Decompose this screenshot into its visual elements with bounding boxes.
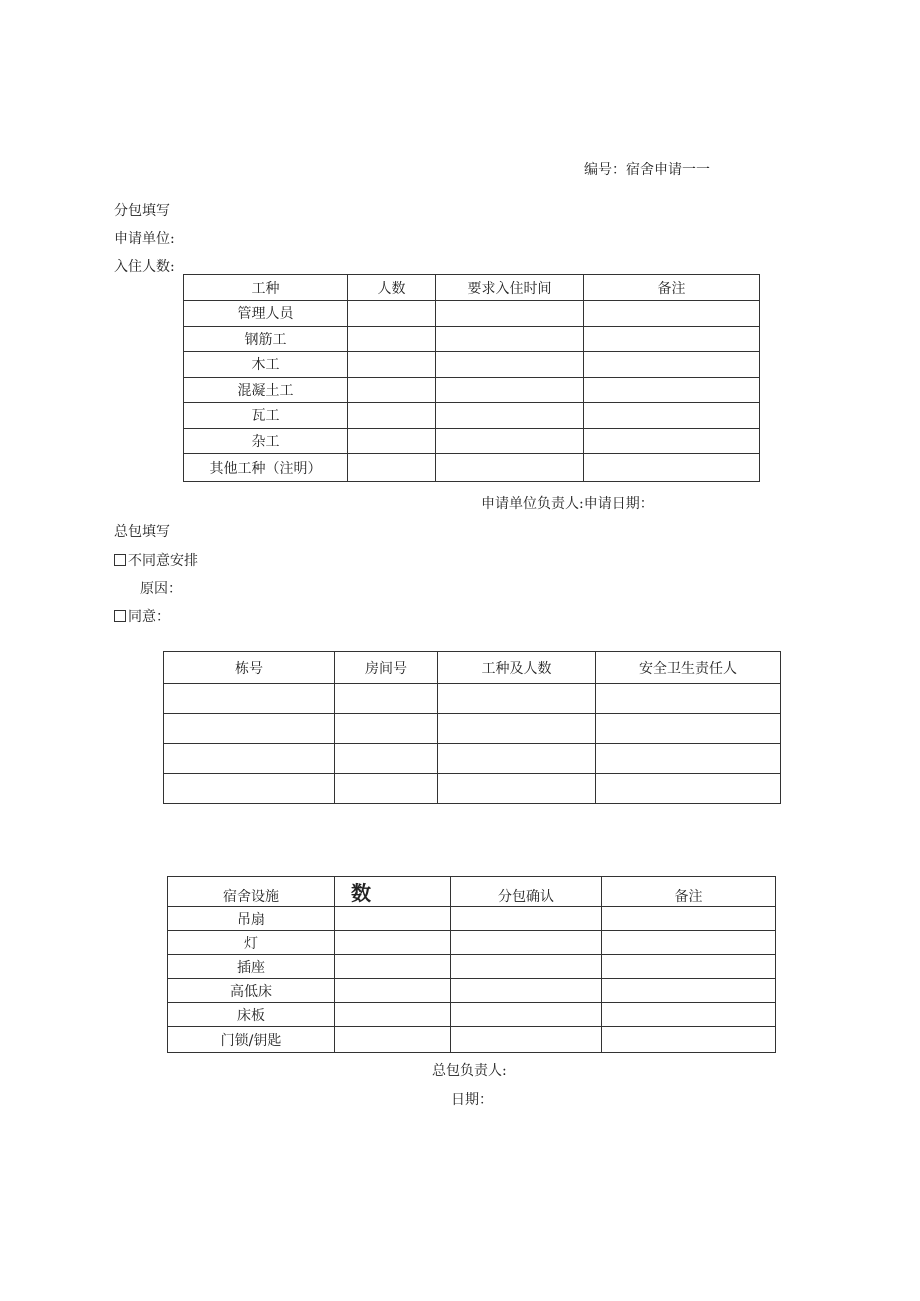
room-cell[interactable] xyxy=(335,774,438,804)
col-room-no: 房间号 xyxy=(335,652,438,684)
agree-checkbox[interactable] xyxy=(114,610,126,622)
col-move-in-time: 要求入住时间 xyxy=(436,275,584,301)
table-row xyxy=(168,1027,776,1053)
officer-cell[interactable] xyxy=(596,684,781,714)
quantity-cell[interactable] xyxy=(335,931,451,955)
officer-cell[interactable] xyxy=(596,714,781,744)
facility-cell: 门锁/钥匙 xyxy=(168,1027,335,1053)
quantity-cell[interactable] xyxy=(335,907,451,931)
trade-cell: 钢筋工 xyxy=(184,326,348,352)
quantity-cell[interactable] xyxy=(335,1003,451,1027)
disagree-option xyxy=(114,550,198,570)
remarks-cell[interactable] xyxy=(602,1003,776,1027)
trade-cell: 木工 xyxy=(184,352,348,378)
col-sub-confirm: 分包确认 xyxy=(451,877,602,907)
col-remarks: 备注 xyxy=(584,275,760,301)
disagree-checkbox[interactable] xyxy=(114,554,126,566)
applicant-unit-label: 申请单位: xyxy=(114,231,175,247)
table-header-row xyxy=(168,877,776,907)
confirm-cell[interactable] xyxy=(451,955,602,979)
confirm-cell[interactable] xyxy=(451,979,602,1003)
quantity-cell[interactable] xyxy=(335,1027,451,1053)
move-in-cell[interactable] xyxy=(436,352,584,378)
remarks-cell[interactable] xyxy=(602,907,776,931)
move-in-cell[interactable] xyxy=(436,403,584,429)
col-facility: 宿舍设施 xyxy=(168,877,335,907)
confirm-cell[interactable] xyxy=(451,1003,602,1027)
remarks-cell[interactable] xyxy=(602,955,776,979)
building-cell[interactable] xyxy=(164,774,335,804)
headcount-cell[interactable] xyxy=(348,301,436,327)
room-cell[interactable] xyxy=(335,714,438,744)
remarks-cell[interactable] xyxy=(602,931,776,955)
move-in-cell[interactable] xyxy=(436,377,584,403)
subcontractor-section-title: 分包填写 xyxy=(114,203,170,219)
applicant-signature-line: 申请单位负责人:申请日期： xyxy=(481,496,654,512)
table-row xyxy=(184,403,760,429)
trade-cell: 杂工 xyxy=(184,428,348,454)
general-date-label: 日期： xyxy=(451,1092,493,1108)
table-row xyxy=(164,684,781,714)
confirm-cell[interactable] xyxy=(451,907,602,931)
facility-cell: 高低床 xyxy=(168,979,335,1003)
trade-count-cell[interactable] xyxy=(438,774,596,804)
table-row xyxy=(184,301,760,327)
col-headcount: 人数 xyxy=(348,275,436,301)
table-header-row xyxy=(184,275,760,301)
reason-label: 原因： xyxy=(140,581,182,597)
table-row xyxy=(184,454,760,482)
trade-count-cell[interactable] xyxy=(438,684,596,714)
table-row xyxy=(164,714,781,744)
remarks-cell[interactable] xyxy=(584,301,760,327)
officer-cell[interactable] xyxy=(596,744,781,774)
agree-option xyxy=(114,606,170,626)
occupancy-table xyxy=(183,274,760,482)
remarks-cell[interactable] xyxy=(602,1027,776,1053)
col-building-no: 栋号 xyxy=(164,652,335,684)
trade-cell: 混凝土工 xyxy=(184,377,348,403)
building-cell[interactable] xyxy=(164,684,335,714)
table-row xyxy=(168,907,776,931)
building-cell[interactable] xyxy=(164,744,335,774)
remarks-cell[interactable] xyxy=(602,979,776,1003)
facility-cell: 灯 xyxy=(168,931,335,955)
officer-cell[interactable] xyxy=(596,774,781,804)
move-in-cell[interactable] xyxy=(436,428,584,454)
remarks-cell[interactable] xyxy=(584,454,760,482)
headcount-cell[interactable] xyxy=(348,326,436,352)
table-row xyxy=(168,955,776,979)
trade-count-cell[interactable] xyxy=(438,744,596,774)
room-cell[interactable] xyxy=(335,744,438,774)
agree-label: 同意： xyxy=(128,609,170,625)
table-row xyxy=(184,326,760,352)
building-cell[interactable] xyxy=(164,714,335,744)
headcount-cell[interactable] xyxy=(348,428,436,454)
facilities-table xyxy=(167,876,776,1053)
table-row xyxy=(184,428,760,454)
col-trade-count: 工种及人数 xyxy=(438,652,596,684)
trade-cell: 瓦工 xyxy=(184,403,348,429)
trade-count-cell[interactable] xyxy=(438,714,596,744)
table-row xyxy=(164,774,781,804)
table-row xyxy=(168,979,776,1003)
headcount-cell[interactable] xyxy=(348,377,436,403)
remarks-cell[interactable] xyxy=(584,352,760,378)
room-cell[interactable] xyxy=(335,684,438,714)
table-header-row xyxy=(164,652,781,684)
remarks-cell[interactable] xyxy=(584,377,760,403)
facility-cell: 吊扇 xyxy=(168,907,335,931)
move-in-cell[interactable] xyxy=(436,326,584,352)
confirm-cell[interactable] xyxy=(451,931,602,955)
col-facility-remarks: 备注 xyxy=(602,877,776,907)
headcount-cell[interactable] xyxy=(348,454,436,482)
col-safety-officer: 安全卫生责任人 xyxy=(596,652,781,684)
general-section-title: 总包填写 xyxy=(114,524,170,540)
col-quantity xyxy=(335,877,451,907)
document-number: 编号：宿舍申请一一 xyxy=(584,162,710,178)
quantity-cell[interactable] xyxy=(335,955,451,979)
remarks-cell[interactable] xyxy=(584,428,760,454)
remarks-cell[interactable] xyxy=(584,403,760,429)
general-responsible-label: 总包负责人: xyxy=(432,1063,507,1079)
occupants-label: 入住人数: xyxy=(114,259,175,275)
move-in-cell[interactable] xyxy=(436,454,584,482)
trade-cell: 管理人员 xyxy=(184,301,348,327)
facility-cell: 插座 xyxy=(168,955,335,979)
headcount-cell[interactable] xyxy=(348,403,436,429)
disagree-label: 不同意安排 xyxy=(128,553,198,569)
remarks-cell[interactable] xyxy=(584,326,760,352)
table-row xyxy=(168,1003,776,1027)
table-row xyxy=(184,377,760,403)
headcount-cell[interactable] xyxy=(348,352,436,378)
trade-cell: 其他工种（注明） xyxy=(184,454,348,482)
table-row xyxy=(164,744,781,774)
table-row xyxy=(168,931,776,955)
room-allocation-table xyxy=(163,651,781,804)
col-trade: 工种 xyxy=(184,275,348,301)
quantity-cell[interactable] xyxy=(335,979,451,1003)
confirm-cell[interactable] xyxy=(451,1027,602,1053)
quantity-header-text: 数 xyxy=(351,881,368,905)
move-in-cell[interactable] xyxy=(436,301,584,327)
table-row xyxy=(184,352,760,378)
facility-cell: 床板 xyxy=(168,1003,335,1027)
